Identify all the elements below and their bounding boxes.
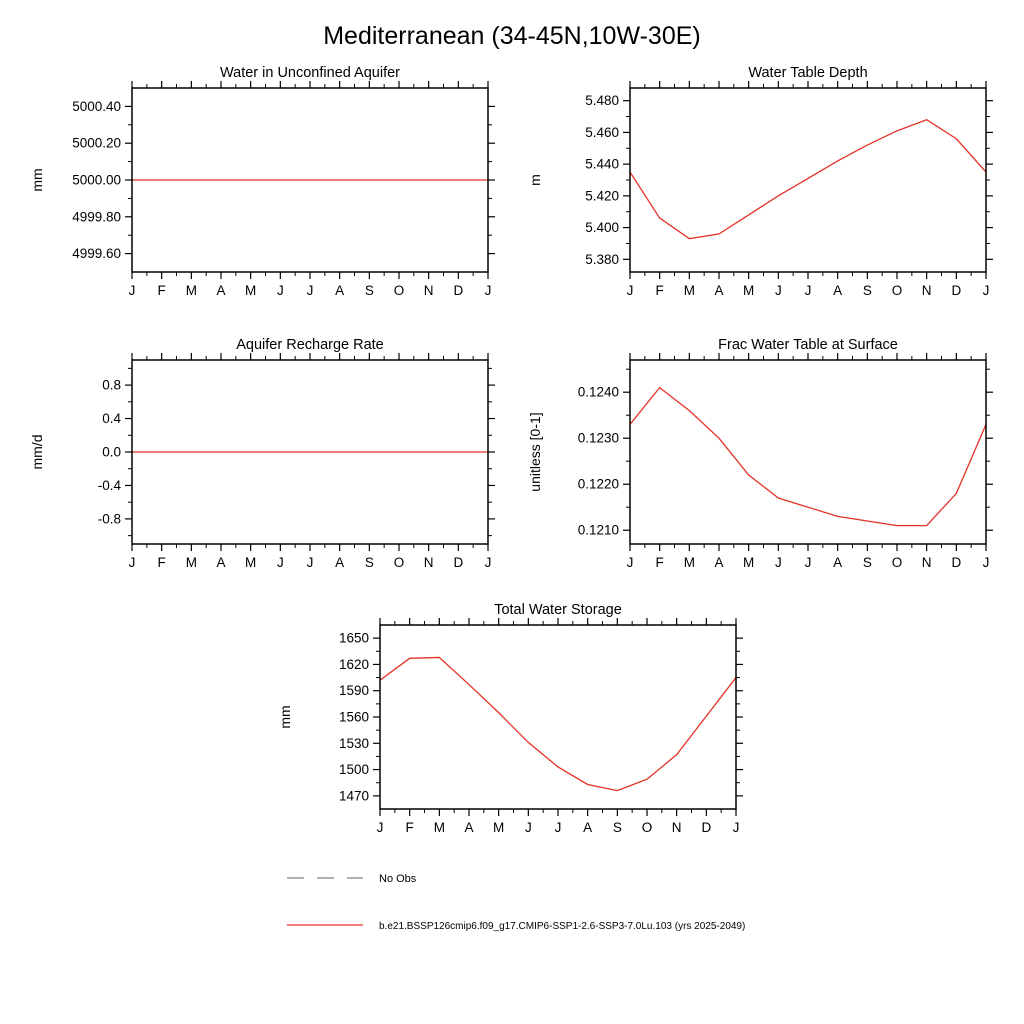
x-tick-label: J (484, 555, 492, 570)
x-tick-label: J (128, 283, 136, 298)
x-tick-label: D (951, 555, 962, 570)
x-tick-label: A (833, 283, 843, 298)
x-tick-label: J (804, 283, 812, 298)
y-tick-label: 0.1220 (577, 476, 619, 492)
x-tick-label: S (862, 555, 872, 570)
x-tick-label: M (683, 555, 695, 570)
x-tick-label: F (655, 283, 664, 298)
x-tick-label: S (862, 283, 872, 298)
chart-canvas (12, 334, 512, 584)
y-tick-label: 0.1240 (577, 384, 619, 400)
chart-water-in-unconfined-aquifer (12, 62, 512, 312)
x-tick-label: N (671, 820, 682, 835)
chart-canvas (510, 62, 1010, 312)
x-tick-label: J (804, 555, 812, 570)
y-tick-label: 1530 (338, 735, 369, 751)
y-tick-label: 0.1230 (577, 430, 619, 446)
y-axis-title: mm/d (29, 434, 45, 470)
chart-total-water-storage (260, 599, 760, 849)
x-tick-label: F (405, 820, 414, 835)
y-tick-label: 5.460 (585, 124, 619, 140)
x-tick-label: A (464, 820, 474, 835)
x-tick-label: S (612, 820, 622, 835)
x-tick-label: A (216, 555, 226, 570)
chart-canvas (260, 599, 760, 849)
data-series-line (630, 120, 986, 239)
legend-label-model-run: b.e21.BSSP126cmip6.f09_g17.CMIP6-SSP1-2.6-SSP3-7.0Lu.103 (yrs 2025-2049) (379, 920, 746, 932)
x-tick-label: O (393, 283, 405, 298)
y-axis-title: mm (277, 705, 293, 729)
x-tick-label: M (493, 820, 505, 835)
y-tick-label: 0.8 (102, 377, 121, 393)
y-tick-label: 0.1210 (577, 522, 619, 538)
x-tick-label: J (524, 820, 532, 835)
x-tick-label: J (982, 283, 990, 298)
y-tick-label: 5.440 (585, 156, 619, 172)
y-tick-label: 0.0 (102, 444, 121, 460)
x-tick-label: M (433, 820, 445, 835)
legend-label-no-obs: No Obs (379, 873, 417, 885)
chart-canvas (510, 334, 1010, 584)
x-tick-label: J (626, 283, 634, 298)
y-tick-label: 5.420 (585, 188, 619, 204)
y-tick-label: 5.400 (585, 220, 619, 236)
x-tick-label: J (554, 820, 562, 835)
x-tick-label: F (157, 555, 166, 570)
x-tick-label: A (833, 555, 843, 570)
y-axis-title: unitless [0-1] (527, 412, 543, 492)
y-tick-label: 1650 (338, 630, 369, 646)
y-axis-title: m (527, 174, 543, 186)
x-tick-label: A (714, 283, 724, 298)
y-tick-label: 1500 (338, 762, 369, 778)
subplot-title: Frac Water Table at Surface (718, 337, 898, 353)
x-tick-label: M (185, 555, 197, 570)
x-tick-label: S (364, 283, 374, 298)
x-tick-label: J (276, 283, 284, 298)
x-tick-label: O (891, 283, 903, 298)
x-tick-label: M (683, 283, 695, 298)
x-tick-label: J (774, 555, 782, 570)
x-tick-label: J (626, 555, 634, 570)
x-tick-label: D (701, 820, 712, 835)
x-tick-label: J (276, 555, 284, 570)
x-tick-label: F (655, 555, 664, 570)
no-obs-dashed-line-icon (285, 870, 365, 888)
y-tick-label: 5000.00 (72, 172, 121, 188)
x-tick-label: M (245, 555, 257, 570)
x-tick-label: M (185, 283, 197, 298)
subplot-title: Water in Unconfined Aquifer (219, 65, 401, 81)
x-tick-label: D (453, 555, 464, 570)
y-axis-title: mm (29, 168, 45, 192)
y-tick-label: 4999.80 (72, 209, 121, 225)
x-tick-label: A (335, 283, 345, 298)
x-tick-label: M (245, 283, 257, 298)
y-tick-label: 0.4 (102, 411, 121, 427)
data-series-line (630, 388, 986, 526)
y-tick-label: 1620 (338, 656, 369, 672)
x-tick-label: O (891, 555, 903, 570)
x-tick-label: A (714, 555, 724, 570)
y-tick-label: 5000.20 (72, 135, 121, 151)
x-tick-label: O (393, 555, 405, 570)
subplot-title: Water Table Depth (748, 65, 868, 81)
legend-item-model-run (285, 917, 745, 935)
y-tick-label: 1590 (338, 683, 369, 699)
x-tick-label: M (743, 283, 755, 298)
page-title: Mediterranean (34-45N,10W-30E) (323, 22, 701, 50)
subplot-title: Aquifer Recharge Rate (236, 337, 384, 353)
x-tick-label: J (306, 555, 314, 570)
chart-frac-water-table-at-surface (510, 334, 1010, 584)
chart-water-table-depth (510, 62, 1010, 312)
x-tick-label: N (423, 555, 434, 570)
y-tick-label: 1470 (338, 788, 369, 804)
x-tick-label: F (157, 283, 166, 298)
x-tick-label: S (364, 555, 374, 570)
x-tick-label: J (376, 820, 384, 835)
model-solid-line-icon (285, 917, 365, 935)
subplot-title: Total Water Storage (494, 602, 622, 618)
x-tick-label: J (306, 283, 314, 298)
x-tick-label: N (921, 283, 932, 298)
x-tick-label: J (484, 283, 492, 298)
y-tick-label: 5.380 (585, 251, 619, 267)
x-tick-label: J (774, 283, 782, 298)
x-tick-label: O (641, 820, 653, 835)
x-tick-label: A (216, 283, 226, 298)
y-tick-label: 5.480 (585, 93, 619, 109)
x-tick-label: N (921, 555, 932, 570)
x-tick-label: J (128, 555, 136, 570)
legend-item-no-obs (285, 870, 416, 888)
chart-canvas (12, 62, 512, 312)
x-tick-label: A (583, 820, 593, 835)
y-tick-label: -0.8 (97, 511, 121, 527)
y-tick-label: -0.4 (97, 477, 121, 493)
y-tick-label: 4999.60 (72, 246, 121, 262)
x-tick-label: J (982, 555, 990, 570)
x-tick-label: D (453, 283, 464, 298)
chart-aquifer-recharge-rate (12, 334, 512, 584)
x-tick-label: J (732, 820, 740, 835)
x-tick-label: M (743, 555, 755, 570)
y-tick-label: 5000.40 (72, 98, 121, 114)
data-series-line (380, 657, 736, 790)
x-tick-label: D (951, 283, 962, 298)
y-tick-label: 1560 (338, 709, 369, 725)
x-tick-label: A (335, 555, 345, 570)
x-tick-label: N (423, 283, 434, 298)
